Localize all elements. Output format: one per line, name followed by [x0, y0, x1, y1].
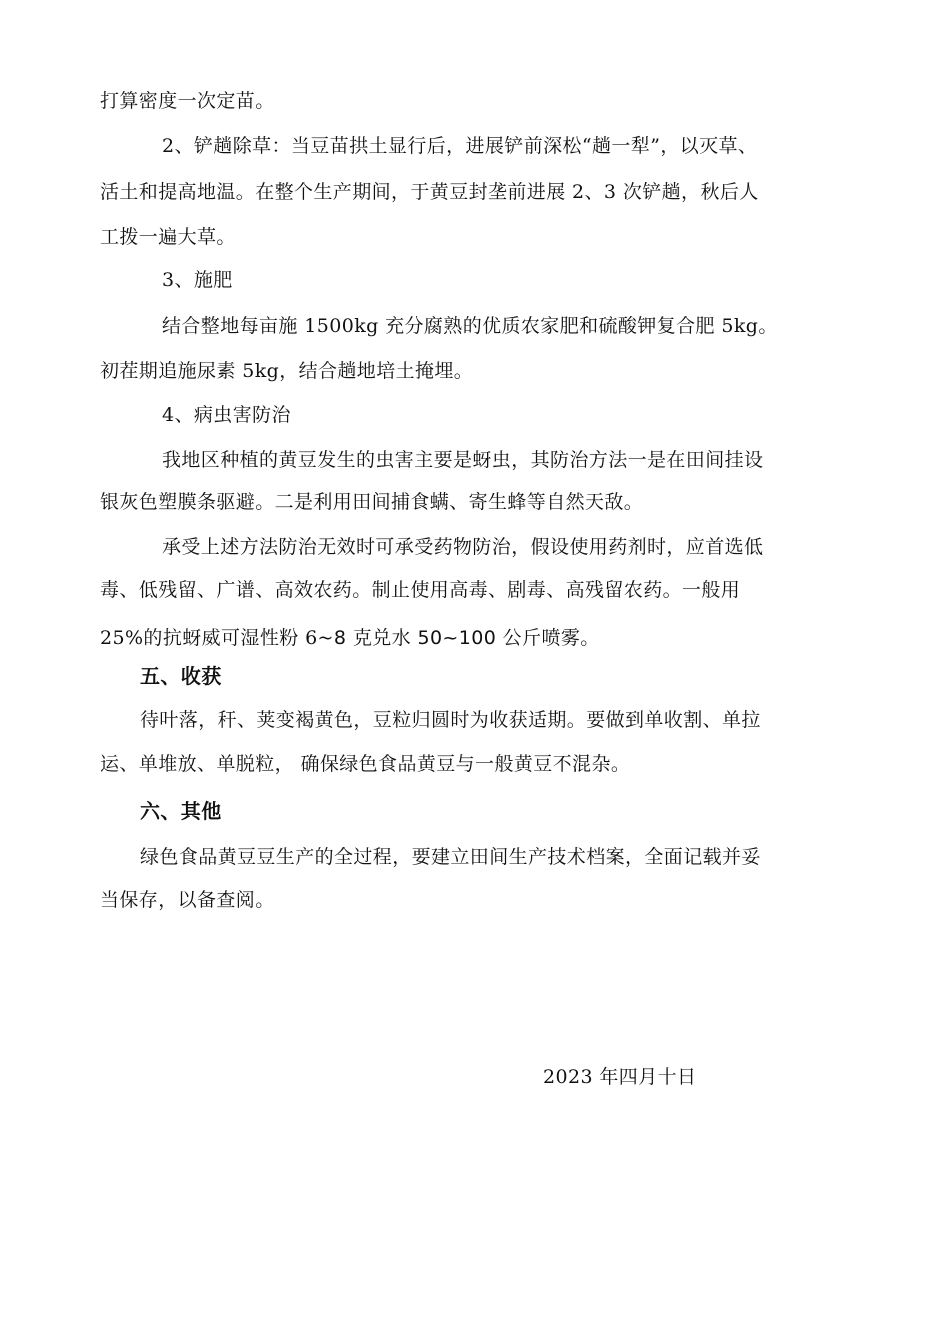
- spray-dosage-part-a: 25%的抗蚜威可湿性粉 6~: [100, 627, 334, 649]
- text-line: 承受上述方法防治无效时可承受药物防治，假设使用药剂时，应首选低: [162, 536, 764, 558]
- text-line: 工拨一遍大草。: [100, 226, 236, 248]
- text-line: 活土和提高地温。在整个生产期间，于黄豆封垄前进展 2、3 次铲趟，秋后人: [100, 181, 759, 203]
- text-line: 毒、低残留、广谱、高效农药。制止使用高毒、剧毒、高残留农药。一般用: [100, 579, 741, 601]
- section-subtitle: 3、施肥: [162, 269, 233, 291]
- text-line: 打算密度一次定苗。: [100, 90, 275, 112]
- text-line: 我地区种植的黄豆发生的虫害主要是蚜虫，其防治方法一是在田间挂设: [162, 449, 764, 471]
- text-line: 银灰色塑膜条驱避。二是利用田间捕食螨、寄生蜂等自然天敌。: [100, 491, 644, 513]
- text-line: 初茬期追施尿素 5kg，结合趟地培土掩埋。: [100, 360, 474, 382]
- text-line: 结合整地每亩施 1500kg 充分腐熟的优质农家肥和硫酸钾复合肥 5kg。: [162, 315, 778, 337]
- text-line: 当保存，以备查阅。: [100, 889, 275, 911]
- text-line: 待叶落，秆、荚变褐黄色，豆粒归圆时为收获适期。要做到单收割、单拉: [140, 709, 761, 731]
- text-line: 运、单堆放、单脱粒， 确保绿色食品黄豆与一般黄豆不混杂。: [100, 753, 631, 775]
- document-date: 2023 年四月十日: [543, 1066, 697, 1088]
- spray-dosage-line: [100, 626, 600, 650]
- section-subtitle: 4、病虫害防治: [162, 404, 291, 426]
- text-line: 2、铲趟除草：当豆苗拱土显行后，进展铲前深松“趟一犁”，以灭草、: [162, 135, 758, 157]
- section-heading-other: 六、其他: [140, 799, 222, 823]
- section-heading-harvest: 五、收获: [140, 664, 222, 688]
- text-line: 绿色食品黄豆豆生产的全过程，要建立田间生产技术档案，全面记载并妥: [140, 846, 761, 868]
- spray-dosage-part-b: 8 克兑水 50~100 公斤喷雾。: [333, 627, 600, 649]
